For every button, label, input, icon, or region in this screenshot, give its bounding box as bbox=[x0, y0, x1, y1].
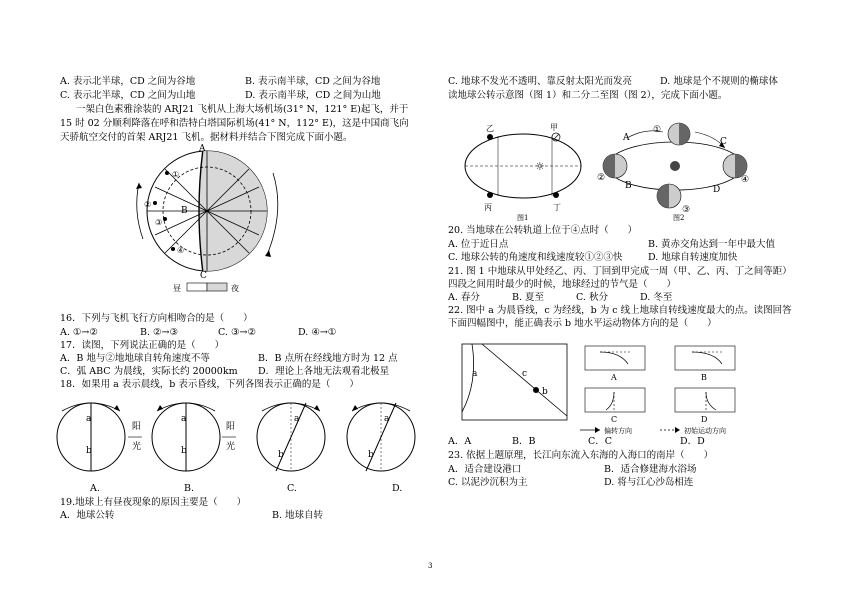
point-3: ③ bbox=[155, 218, 163, 227]
question-22-line1: 22. 图中 a 为晨昏线，c 为经线，b 为 c 线上地球自转线速度最大的点。读图回答 bbox=[448, 305, 792, 316]
label-C: C bbox=[720, 137, 727, 147]
fig-c-label-a: a bbox=[294, 414, 300, 424]
fig1-caption: 图1 bbox=[517, 214, 529, 222]
question-20: 20. 当地球在公转轨道上位于④点时（ ） bbox=[448, 225, 638, 236]
fig-b-label-a: a bbox=[181, 414, 187, 424]
q22-label-a: a bbox=[472, 369, 478, 379]
passage-line: 15 时 02 分顺利降落在呼和浩特白塔国际机场(41° N，112° E)，这是中国商飞向 bbox=[60, 118, 409, 129]
q22-option-c: C．C bbox=[588, 436, 613, 447]
q18-option-c: C. bbox=[287, 483, 297, 494]
orbit-figure-1 bbox=[460, 122, 590, 222]
opt-D-label: D bbox=[701, 415, 708, 424]
question-22-line2: 下面四幅图中，能正确表示 b 地水平运动物体方向的是（ ） bbox=[448, 318, 717, 329]
q22-label-b: b bbox=[542, 387, 548, 397]
orbit-figure-2 bbox=[597, 120, 757, 222]
label-a: A bbox=[199, 144, 206, 154]
q22-option-b: B．B bbox=[512, 436, 536, 447]
question-17: 17．读图，下列说法正确的是（ ） bbox=[60, 340, 225, 351]
label-jia: 甲 bbox=[550, 123, 558, 132]
q18-option-b: B. bbox=[184, 483, 195, 494]
question-23: 23. 依据上题原理，长江向东流入东海的入海口的南岸（ ） bbox=[448, 450, 714, 461]
q23-option-a: A．适合建设港口 bbox=[448, 464, 522, 475]
q17-option-a: A．B 地与②地地球自转角速度不等 bbox=[60, 353, 210, 364]
fig-a-label-b: b bbox=[86, 446, 92, 456]
label-yi: 乙 bbox=[486, 124, 494, 133]
fig-d-label-b: b bbox=[368, 450, 374, 460]
question-21-line2: 四段之间用时最少的时候，地球经过的节气是（ ） bbox=[448, 279, 677, 290]
point-1: ① bbox=[172, 170, 180, 179]
legend-deflect: 偏转方向 bbox=[604, 427, 632, 435]
svg-text:☼: ☼ bbox=[535, 160, 545, 173]
q23-option-d: D. 将与江心沙岛相连 bbox=[604, 477, 694, 488]
point-2: ② bbox=[144, 200, 152, 209]
label-A: A bbox=[623, 133, 630, 143]
label-bing: 丙 bbox=[484, 203, 492, 212]
q17-option-c: C．弧 ABC 为晨线，实际长约 20000km bbox=[60, 366, 238, 377]
label-B: B bbox=[625, 181, 632, 191]
q16-option-a: A. ①→② bbox=[60, 327, 98, 338]
page-number: 3 bbox=[428, 562, 433, 570]
q20-option-b: B. 黄赤交角达到一年中最大值 bbox=[648, 239, 776, 250]
pos-4: ④ bbox=[741, 175, 750, 185]
q19-option-c: C. 地球不发光不透明、靠反射太阳光而发亮 bbox=[448, 76, 632, 87]
legend-night: 夜 bbox=[231, 284, 239, 293]
q20-option-a: A. 位于近日点 bbox=[448, 239, 509, 250]
fig2-caption: 图2 bbox=[673, 214, 685, 222]
q21-option-a: A. 春分 bbox=[448, 292, 480, 303]
day-night-figure bbox=[145, 143, 285, 303]
fig-b-label-b: b bbox=[181, 446, 187, 456]
q23-option-c: C. 以泥沙沉积为主 bbox=[448, 477, 528, 488]
option-d: D. 表示南半球，CD 之间为山地 bbox=[245, 90, 381, 101]
legend-initial: 初始运动方向 bbox=[684, 427, 726, 435]
section-intro: 读地球公转示意图（图 1）和二分二至图（图 2），完成下面小题。 bbox=[448, 90, 728, 101]
q21-option-d: D. 冬至 bbox=[640, 292, 673, 303]
label-b: B bbox=[181, 206, 188, 216]
q18-option-d: D. bbox=[392, 483, 403, 494]
opt-B-label: B bbox=[701, 373, 707, 382]
q18-option-a: A. bbox=[90, 483, 100, 494]
opt-C-label: C bbox=[611, 415, 618, 424]
q22-option-d: D．D bbox=[680, 436, 705, 447]
q20-option-d: D. 地球自转速度加快 bbox=[648, 252, 738, 263]
q19-option-a: A．地球公转 bbox=[60, 510, 115, 521]
passage-line: 天骄航空交付的首架 ARJ21 飞机。据材料并结合下图完成下面小题。 bbox=[60, 132, 353, 143]
q17-option-d: D．理论上各地无法观看北极星 bbox=[258, 366, 390, 377]
fig-b-sun1: 阳 bbox=[226, 422, 236, 432]
opt-A-label: A bbox=[611, 373, 617, 382]
question-16: 16．下列与飞机飞行方向相吻合的是（ ） bbox=[60, 313, 253, 324]
pos-1: ① bbox=[653, 125, 662, 135]
legend-day: 昼 bbox=[173, 284, 181, 293]
q16-option-c: C. ③→② bbox=[218, 327, 256, 338]
q22-label-c: c bbox=[522, 369, 528, 379]
point-4: ④ bbox=[177, 246, 185, 255]
q19-option-b: B. 地球自转 bbox=[272, 510, 324, 521]
q21-option-c: C. 秋分 bbox=[576, 292, 608, 303]
fig-a-sun2: 光 bbox=[132, 442, 142, 452]
q21-option-b: B. 夏至 bbox=[512, 292, 545, 303]
pos-2: ② bbox=[597, 173, 606, 183]
passage-line: 一架白色素雅涂装的 ARJ21 飞机从上海大场机场(31° N，121° E)起飞，并于 bbox=[76, 104, 409, 115]
question-18: 18．如果用 a 表示晨线，b 表示昏线，下列各图表示正确的是（ ） bbox=[60, 379, 359, 390]
option-b: B. 表示南半球，CD 之间为谷地 bbox=[245, 76, 381, 87]
q20-option-c: C. 地球公转的角速度和线速度较①②③快 bbox=[448, 252, 623, 263]
label-ding: 丁 bbox=[553, 203, 561, 212]
label-D: D bbox=[713, 185, 721, 195]
q16-option-d: D. ④→① bbox=[298, 327, 337, 338]
fig-a-label-a: a bbox=[86, 414, 92, 424]
fig-b-sun2: 光 bbox=[226, 442, 236, 452]
question-21-line1: 21. 图 1 中地球从甲处经乙、丙、丁回到甲完成一周（甲、乙、丙、丁之间等距） bbox=[448, 266, 792, 277]
fig-c-label-b: b bbox=[278, 450, 284, 460]
q18-figures bbox=[56, 393, 426, 488]
q22-option-a: A．A bbox=[448, 436, 472, 447]
q19-option-d: D. 地球是个不规则的椭球体 bbox=[660, 76, 778, 87]
option-c: C. 表示北半球，CD 之间为山地 bbox=[60, 90, 196, 101]
q23-option-b: B．适合修建海水浴场 bbox=[604, 464, 697, 475]
label-c: C bbox=[200, 271, 207, 281]
pos-3: ③ bbox=[682, 205, 691, 215]
q22-figures bbox=[460, 342, 750, 434]
q17-option-b: B．B 点所在经线地方时为 12 点 bbox=[258, 353, 398, 364]
q16-option-b: B. ②→③ bbox=[140, 327, 179, 338]
option-a: A. 表示北半球，CD 之间为谷地 bbox=[60, 76, 196, 87]
fig-a-sun1: 阳 bbox=[132, 422, 142, 432]
question-19: 19.地球上有昼夜现象的原因主要是（ ） bbox=[60, 497, 247, 508]
fig-d-label-a: a bbox=[384, 414, 390, 424]
